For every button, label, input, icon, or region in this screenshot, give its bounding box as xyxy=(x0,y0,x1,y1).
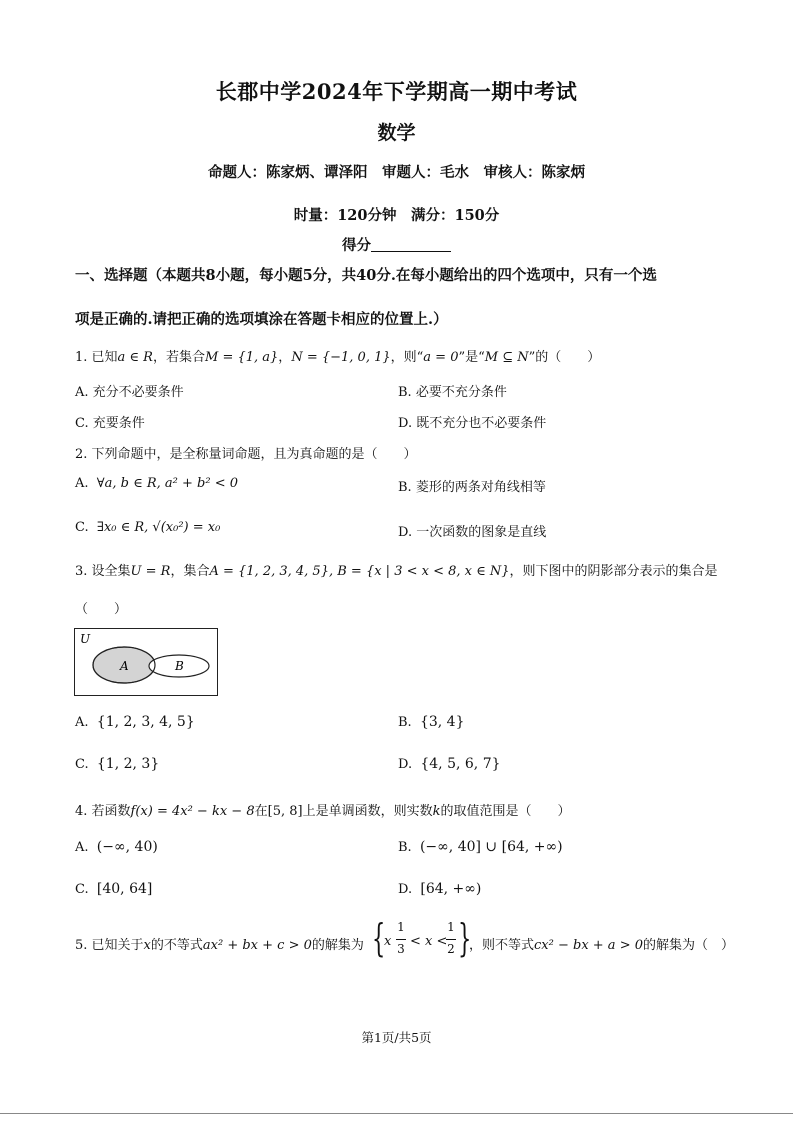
q1-text-e: ”的（ ） xyxy=(528,350,601,365)
venn-diagram xyxy=(74,628,218,696)
q1-math-e: M ⊆ N xyxy=(484,350,529,365)
q1-math-b: M = {1, a} xyxy=(205,350,279,365)
q1-text-d: ”是“ xyxy=(458,350,485,365)
q4-text-b: 在 xyxy=(254,804,268,819)
q3-text-a: 3. 设全集 xyxy=(75,564,131,579)
q3-option-d-math: {4, 5, 6, 7} xyxy=(420,756,501,772)
score-blank xyxy=(371,237,451,252)
q3-option-b-label: B. xyxy=(398,715,412,730)
q4-text-c: 上是单调函数，则实数 xyxy=(302,804,433,819)
q3-option-d xyxy=(398,756,501,772)
exam-title: 长郡中学2024年下学期高一期中考试 xyxy=(215,79,578,104)
section1-line1: 一、选择题（本题共8小题，每小题5分，共40分.在每小题给出的四个选项中，只有一个选 xyxy=(75,267,657,284)
q2-option-a xyxy=(75,476,238,491)
q4-option-d-label: D. xyxy=(398,882,413,897)
score-label: 得分 xyxy=(342,237,371,254)
q1-text-b: ，若集合 xyxy=(152,350,205,365)
question-3-stem xyxy=(75,560,718,579)
q4-option-a xyxy=(75,839,158,855)
q5-text-a: 5. 已知关于 xyxy=(75,938,144,953)
q5-lower-denominator: 3 xyxy=(397,942,405,956)
q5-math-a: x xyxy=(143,938,151,953)
q5-upper-numerator: 1 xyxy=(447,920,455,934)
q5-text-d: ，则不等式 xyxy=(469,938,535,953)
q4-option-a-label: A. xyxy=(75,840,89,855)
q2-option-c-label: C. xyxy=(75,520,89,535)
q1-math-a: a ∈ R xyxy=(117,350,153,365)
q3-answer-paren: （ ） xyxy=(75,602,128,617)
q2-option-c-math: ∃x₀ ∈ R, √(x₀²) = x₀ xyxy=(96,520,221,535)
question-5-stem xyxy=(75,934,364,953)
question-5-stem-tail xyxy=(469,934,734,953)
venn-a-label: A xyxy=(120,659,129,673)
q5-math-b: ax² + bx + c > 0 xyxy=(202,938,312,953)
q4-option-b-math: (−∞, 40] ∪ [64, +∞) xyxy=(419,839,563,855)
score-field xyxy=(0,234,793,255)
question-1-stem xyxy=(75,346,600,365)
q4-math-c: k xyxy=(432,804,441,819)
subject-title: 数学 xyxy=(377,122,416,144)
q5-text-b: 的不等式 xyxy=(150,938,203,953)
q4-option-b xyxy=(398,839,563,855)
q3-option-a xyxy=(75,714,195,730)
author-line: 命题人：陈家炳、谭泽阳 审题人：毛水 审核人：陈家炳 xyxy=(208,164,585,181)
q5-math-d: cx² − bx + a > 0 xyxy=(534,938,643,953)
q1-text-c: ，则“ xyxy=(390,350,424,365)
q5-set-inequality: < x < xyxy=(410,934,448,949)
q5-upper-fraction-bar xyxy=(446,939,456,940)
q1-text-a: 1. 已知 xyxy=(75,350,118,365)
q5-right-brace: } xyxy=(458,916,472,960)
q3-option-a-math: {1, 2, 3, 4, 5} xyxy=(96,714,195,730)
q3-option-b xyxy=(398,714,464,730)
q4-option-b-label: B. xyxy=(398,840,412,855)
q1-math-c: N = {−1, 0, 1} xyxy=(291,350,391,365)
section1-line2: 项是正确的.请把正确的选项填涂在答题卡相应的位置上.） xyxy=(75,311,448,328)
q3-option-d-label: D. xyxy=(398,757,413,772)
q4-option-c-label: C. xyxy=(75,882,89,897)
q5-lower-numerator: 1 xyxy=(397,920,405,934)
q2-option-d: D. 一次函数的图象是直线 xyxy=(398,525,547,540)
q3-math-b: A = {1, 2, 3, 4, 5}, B = {x | 3 < x < 8, x ∈ N} xyxy=(209,564,510,579)
q3-option-c-math: {1, 2, 3} xyxy=(96,756,160,772)
q3-math-a: U = R xyxy=(130,564,171,579)
q2-option-a-math: ∀a, b ∈ R, a² + b² < 0 xyxy=(96,476,239,491)
q1-option-a: A. 充分不必要条件 xyxy=(75,385,184,400)
q2-option-b: B. 菱形的两条对角线相等 xyxy=(398,480,546,495)
q4-option-c xyxy=(75,881,152,897)
q4-math-b: [5, 8] xyxy=(267,804,303,819)
q3-option-b-math: {3, 4} xyxy=(419,714,465,730)
venn-u-label: U xyxy=(80,632,91,646)
q4-text-d: 的取值范围是（ ） xyxy=(440,804,571,819)
q4-option-a-math: (−∞, 40) xyxy=(96,839,158,855)
venn-b-label: B xyxy=(175,659,184,673)
q4-text-a: 4. 若函数 xyxy=(75,804,131,819)
q5-left-brace: { xyxy=(372,916,386,960)
page-number: 第1页/共5页 xyxy=(361,1030,432,1045)
venn-svg xyxy=(75,629,217,695)
q5-lower-fraction-bar xyxy=(396,939,406,940)
q1-option-c: C. 充要条件 xyxy=(75,416,145,431)
q5-text-c: 的解集为 xyxy=(311,938,364,953)
q1-option-b: B. 必要不充分条件 xyxy=(398,385,507,400)
q3-text-b: ，集合 xyxy=(170,564,210,579)
q1-sep: ， xyxy=(278,350,292,365)
question-2-stem: 2. 下列命题中，是全称量词命题，且为真命题的是（ ） xyxy=(75,447,417,462)
q4-math-a: f(x) = 4x² − kx − 8 xyxy=(130,804,255,819)
q4-option-d xyxy=(398,881,481,897)
q5-text-e: 的解集为（ ） xyxy=(643,938,735,953)
q5-set-var: x xyxy=(384,934,392,949)
question-4-stem xyxy=(75,800,571,819)
q5-solution-set xyxy=(372,916,472,964)
q3-option-c-label: C. xyxy=(75,757,89,772)
q5-upper-denominator: 2 xyxy=(447,942,455,956)
q3-text-c: ，则下图中的阴影部分表示的集合是 xyxy=(509,564,718,579)
page-bottom-divider xyxy=(0,1113,793,1114)
time-score-line: 时量：120分钟 满分：150分 xyxy=(293,207,500,224)
q3-option-a-label: A. xyxy=(75,715,89,730)
q4-option-d-math: [64, +∞) xyxy=(420,881,482,897)
q4-option-c-math: [40, 64] xyxy=(96,881,153,897)
q1-option-d: D. 既不充分也不必要条件 xyxy=(398,416,547,431)
q2-option-c xyxy=(75,520,220,535)
q3-option-c xyxy=(75,756,159,772)
q1-math-d: a = 0 xyxy=(423,350,459,365)
q2-option-a-label: A. xyxy=(75,476,89,491)
